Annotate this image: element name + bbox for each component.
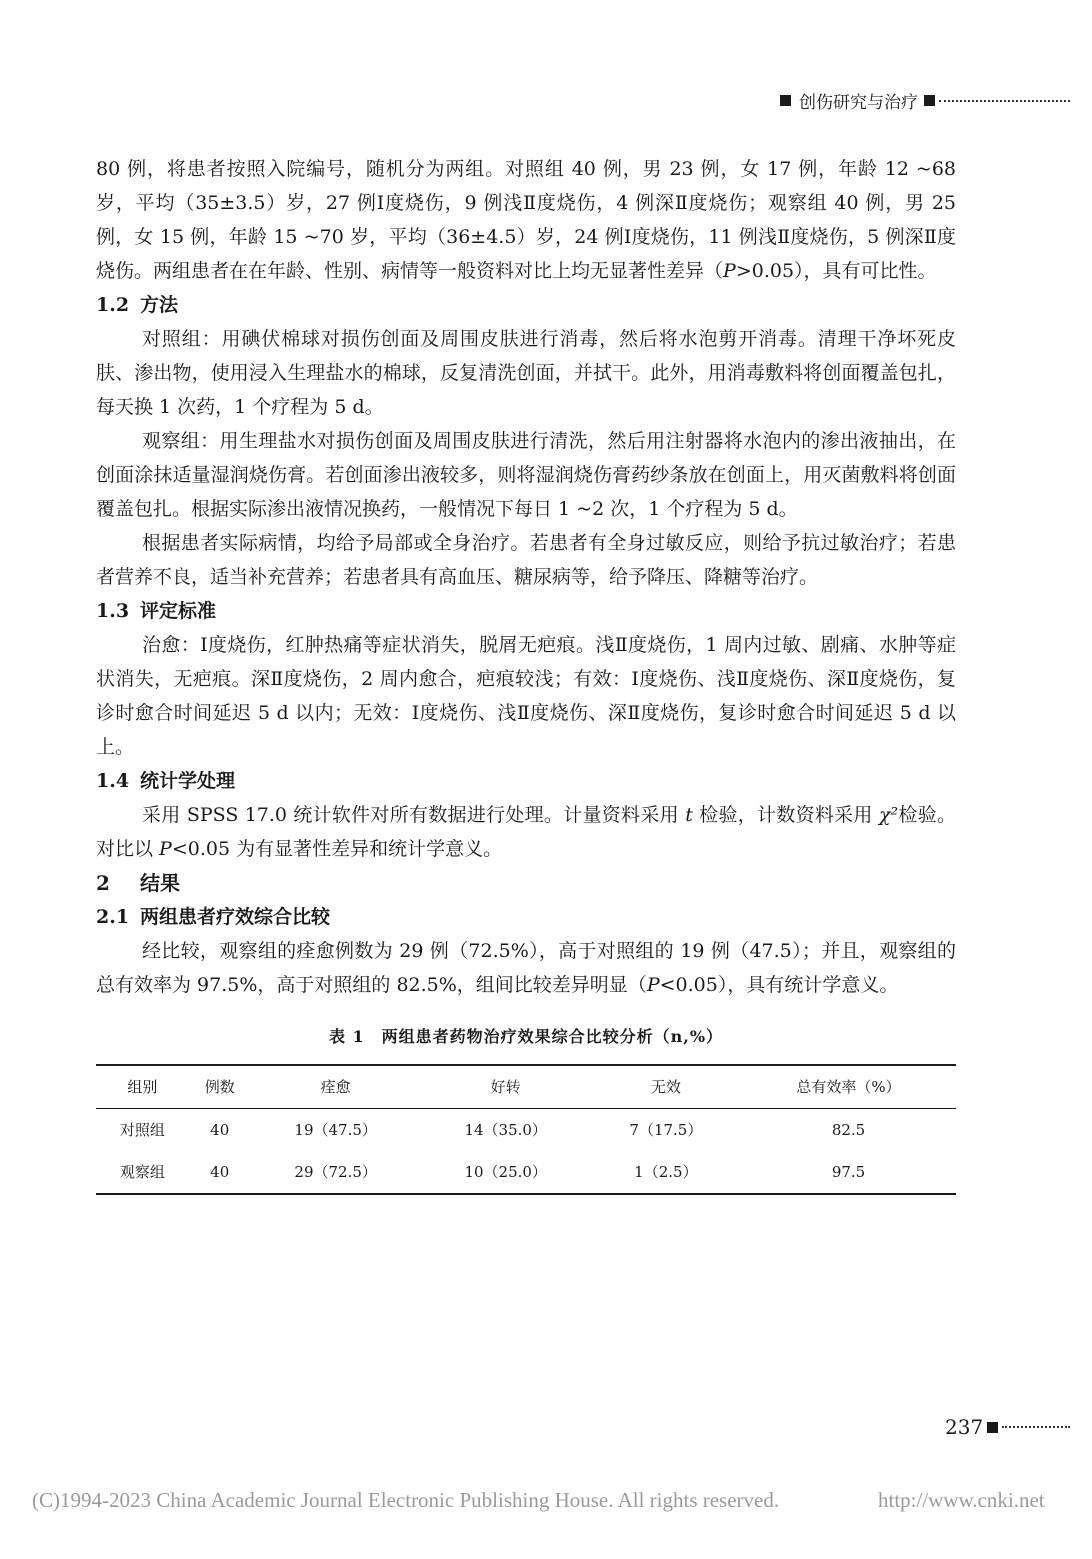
- table-cell: 1（2.5）: [634, 1163, 698, 1181]
- results-table: [96, 1064, 956, 1195]
- table-cell: 14（35.0）: [464, 1121, 547, 1139]
- table-cell: 29（72.5）: [294, 1163, 377, 1181]
- dotted-rule: [939, 100, 1070, 102]
- square-bullet-icon: [987, 1422, 998, 1433]
- table-caption: 表 1 两组患者药物治疗效果综合比较分析（n,%）: [328, 1027, 724, 1046]
- square-bullet-icon: [924, 95, 935, 106]
- column-header: 组别: [127, 1078, 158, 1096]
- table-cell: 7（17.5）: [629, 1121, 703, 1139]
- heading-1-4: 1.4 统计学处理: [96, 770, 236, 792]
- table-cell: 观察组: [119, 1163, 165, 1181]
- paragraph-statistics: 采用 SPSS 17.0 统计软件对所有数据进行处理。计量资料采用 t 检验，计数资料采用 χ²检验。对比以 P<0.05 为有显著性差异和统计学意义。: [96, 804, 956, 860]
- article-body: [96, 152, 956, 1195]
- page-number: [945, 1415, 1070, 1439]
- paragraph-results: 经比较，观察组的痊愈例数为 29 例（72.5%），高于对照组的 19 例（47.5）；并且，观察组的总有效率为 97.5%，高于对照组的 82.5%，组间比较差异明显（P<0.05），具有统计学意义。: [96, 940, 956, 996]
- table-header-row: [96, 1065, 956, 1109]
- column-header: 总有效率（%）: [796, 1078, 901, 1096]
- heading-2-1: 2.1 两组患者疗效综合比较: [96, 906, 331, 928]
- table-cell: 10（25.0）: [464, 1163, 547, 1181]
- paragraph-general-treatment: 根据患者实际病情，均给予局部或全身治疗。若患者有全身过敏反应，则给予抗过敏治疗；若患者营养不良，适当补充营养；若患者具有高血压、糖尿病等，给予降压、降糖等治疗。: [96, 532, 956, 588]
- page-number-text: 237: [945, 1415, 984, 1439]
- table-cell: 82.5: [831, 1121, 866, 1139]
- table-cell: 40: [210, 1121, 230, 1139]
- heading-1-3: 1.3 评定标准: [96, 600, 217, 622]
- column-header: 例数: [204, 1078, 235, 1096]
- copyright-text: (C)1994-2023 China Academic Journal Electronic Publishing House. All rights reserved.: [32, 1488, 780, 1512]
- column-header: 痊愈: [320, 1078, 351, 1096]
- journal-section-title: 创伤研究与治疗: [799, 93, 918, 113]
- paragraph-observation-method: 观察组：用生理盐水对损伤创面及周围皮肤进行清洗，然后用注射器将水泡内的渗出液抽出，在创面涂抹适量湿润烧伤膏。若创面渗出液较多，则将湿润烧伤膏药纱条放在创面上，用灭菌敷料将创面覆盖包扎。根据实际渗出液情况换药，一般情况下每日 1 ~2 次，1 个疗程为 5 d。: [96, 430, 956, 520]
- heading-2: 2 结果: [96, 871, 180, 895]
- table-cell: 40: [210, 1163, 230, 1181]
- column-header: 好转: [490, 1078, 521, 1096]
- table-cell: 97.5: [831, 1163, 866, 1181]
- paragraph-criteria: 治愈：Ⅰ度烧伤，红肿热痛等症状消失，脱屑无疤痕。浅Ⅱ度烧伤，1 周内过敏、剧痛、水肿等症状消失，无疤痕。深Ⅱ度烧伤，2 周内愈合，疤痕较浅；有效：Ⅰ度烧伤、浅Ⅱ度烧伤、深Ⅱ度烧伤，复诊时愈合时间延迟 5 d 以内；无效：Ⅰ度烧伤、浅Ⅱ度烧伤、深Ⅱ度烧伤，复诊时愈合时间延迟 5 d 以上。: [96, 634, 956, 758]
- square-bullet-icon: [780, 95, 791, 106]
- table-row: [96, 1109, 956, 1152]
- column-header: 无效: [650, 1078, 681, 1096]
- table-cell: 19（47.5）: [294, 1121, 377, 1139]
- running-header: [780, 88, 1070, 113]
- paragraph-patient-data: 80 例，将患者按照入院编号，随机分为两组。对照组 40 例，男 23 例，女 17 例，年龄 12 ~68 岁，平均（35±3.5）岁，27 例Ⅰ度烧伤，9 例浅Ⅱ度烧伤，4 例深Ⅱ度烧伤；观察组 40 例，男 25 例，女 15 例，年龄 15 ~70 岁，平均（36±4.5）岁，24 例Ⅰ度烧伤，11 例浅Ⅱ度烧伤，5 例深Ⅱ度烧伤。两组患者在在年龄、性别、病情等一般资料对比上均无显著性差异（P>0.05），具有可比性。: [96, 158, 956, 282]
- paragraph-control-method: 对照组：用碘伏棉球对损伤创面及周围皮肤进行消毒，然后将水泡剪开消毒。清理干净坏死皮肤、渗出物，使用浸入生理盐水的棉球，反复清洗创面，并拭干。此外，用消毒敷料将创面覆盖包扎，每天换 1 次药，1 个疗程为 5 d。: [96, 328, 956, 418]
- heading-1-2: 1.2 方法: [96, 294, 179, 316]
- table-cell: 对照组: [119, 1121, 165, 1139]
- copyright-watermark: [32, 1488, 1072, 1513]
- publisher-url: http://www.cnki.net: [878, 1488, 1045, 1512]
- table-row: [96, 1151, 956, 1194]
- dotted-rule: [1002, 1426, 1070, 1428]
